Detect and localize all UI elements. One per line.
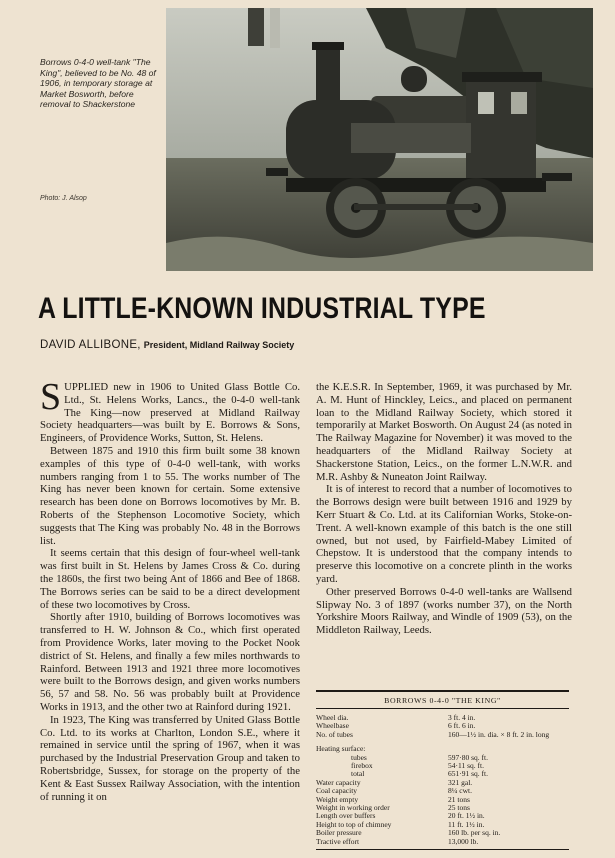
photo-credit: Photo: J. Alsop bbox=[40, 195, 87, 202]
row-value: 160 lb. per sq. in. bbox=[448, 828, 501, 838]
row-value: 25 tons bbox=[448, 803, 470, 813]
table-row bbox=[316, 838, 569, 846]
row-value bbox=[508, 754, 569, 762]
author-role: President, Midland Railway Society bbox=[143, 340, 295, 350]
row-value: 13,000 lb. bbox=[448, 836, 479, 846]
row-label: Wheel dia. bbox=[316, 713, 349, 722]
specification-table bbox=[316, 690, 569, 850]
table-title: BORROWS 0-4-0 "THE KING" bbox=[384, 696, 501, 705]
table-title-rule bbox=[316, 708, 569, 709]
article-column-2 bbox=[316, 381, 572, 637]
locomotive-photo-image bbox=[166, 8, 593, 271]
row-label: Water capacity bbox=[316, 777, 361, 787]
paragraph: Between 1875 and 1910 this firm built some 38 known examples of this type of 0-4-0 well-tank, with works numbers ranging from 1 to 55. The works number of The King has never been known for certain. Some extensive research has been done on Borrows locomotives by Mr. B. Roberts of the Stephenson Locomotive Society, which suggests that The King was probably No. 48 in the Borrows list. bbox=[40, 444, 300, 547]
table-rows bbox=[316, 714, 569, 846]
row-value: 3 ft. 4 in. bbox=[448, 713, 476, 722]
row-subvalue: 597·80 sq. ft. bbox=[448, 752, 488, 762]
row-label: Tractive effort bbox=[316, 836, 360, 846]
drop-cap: S bbox=[40, 376, 62, 418]
row-value: 21 tons bbox=[448, 794, 470, 804]
row-value: 8¼ cwt. bbox=[448, 786, 472, 796]
row-value: 160—1½ in. dia. × 8 ft. 2 in. long bbox=[448, 729, 550, 739]
byline bbox=[40, 339, 294, 351]
paragraph: Shortly after 1910, building of Borrows locomotives was transferred to H. W. Johnson & Co., which first operated from Providence Works, later moving to the Pocket Nook district of St. Helens, and finally a few miles northwards to Rainford. Between 1913 and 1921 three more locomotives were built to the Borrows design, and given works numbers 56, 57 and 58. No. 56 was probably built at Providence Works in 1913, and the other two at Rainford during 1921. bbox=[40, 611, 300, 713]
table-row bbox=[316, 731, 569, 739]
row-value: 321 gal. bbox=[448, 777, 473, 787]
paragraph: the K.E.S.R. In September, 1969, it was purchased by Mr. A. M. Hunt of Hinckley, Leics., and placed on permanent loan to the Midland Railway Society, which stored it temporarily at Market Bosworth. On August 24 (as noted in The Railway Magazine for November) it was moved to the headquarters of the Midland Railway Society at Shackerstone Station, Leics., on the former L.N.W.R. and M.R. Ashby & Nuneaton Joint Railway. bbox=[316, 381, 572, 483]
row-value bbox=[508, 762, 569, 770]
row-label: total bbox=[351, 769, 365, 779]
row-value: 651·91 sq. ft. bbox=[448, 769, 488, 779]
article-column-1 bbox=[40, 376, 300, 803]
paragraph: It seems certain that this design of four-wheel well-tank was first built in St. Helens by James Cross & Co. during the 1860s, the first two being Ant of 1866 and Bee of 1868. The Borrows series can be said to be a direct development of these two locomotives by Cross. bbox=[40, 547, 300, 611]
row-label: tubes bbox=[351, 752, 367, 762]
author-name: DAVID ALLIBONE, bbox=[40, 339, 141, 351]
row-label: Height to top of chimney bbox=[316, 819, 392, 829]
row-subvalue: 54·11 sq. ft. bbox=[448, 761, 484, 771]
row-value: 11 ft. 1½ in. bbox=[448, 819, 485, 829]
photo-caption: Borrows 0-4-0 well-tank "The King", believed to be No. 48 of 1906, in temporary storage at Market Bosworth, before removal to Shackerstone bbox=[40, 57, 156, 109]
row-label: No. of tubes bbox=[316, 729, 353, 739]
paragraph: It is of interest to record that a number of locomotives to the Borrows design were built between 1916 and 1929 by Kerr Stuart & Co. Ltd. at its Californian Works, Stoke-on-Trent. A well-known example of this batch is the one still owned, but not used, by Fairfield-Mabey Limited of Chepstow. It is understood that the company intends to preserve this locomotive on a concrete plinth in the works yard. bbox=[316, 483, 572, 585]
row-value: 20 ft. 1½ in. bbox=[448, 811, 485, 821]
table-bottom-rule bbox=[316, 849, 569, 850]
row-label: Wheelbase bbox=[316, 721, 349, 731]
locomotive-photo bbox=[166, 8, 593, 271]
row-label: Weight empty bbox=[316, 794, 359, 804]
row-value: 6 ft. 6 in. bbox=[448, 721, 476, 731]
row-label: Coal capacity bbox=[316, 786, 358, 796]
paragraph-text: UPPLIED new in 1906 to United Glass Bottle Co. Ltd., St. Helens Works, Lancs., the 0-4-0 well-tank The King—now preserved at Midland Railway Society headquarters—was built by E. Borrows & Sons, Engineers, of Providence Works, Sutton, St. Helens. bbox=[40, 381, 300, 445]
row-label: Weight in working order bbox=[316, 803, 390, 813]
paragraph bbox=[40, 376, 300, 445]
row-label: Boiler pressure bbox=[316, 828, 362, 838]
row-label: firebox bbox=[351, 761, 373, 771]
paragraph: In 1923, The King was transferred by United Glass Bottle Co. Ltd. to its works at Charlton, London S.E., where it remained in service until the spring of 1967, when it was purchased by the Industrial Preservation Group and taken to Robertsbridge, Sussex, for storage on the property of the Kent & East Sussex Railway Association, with the intention of running it on bbox=[40, 713, 300, 803]
row-label: Length over buffers bbox=[316, 811, 376, 821]
row-label: Heating surface: bbox=[316, 744, 366, 754]
paragraph: Other preserved Borrows 0-4-0 well-tanks are Wallsend Slipway No. 3 of 1897 (works number 37), on the North Yorkshire Moors Railway, and Windle of 1909 (53), on the Middleton Railway, Leeds. bbox=[316, 585, 572, 637]
article-headline: A LITTLE-KNOWN INDUSTRIAL TYPE bbox=[38, 292, 486, 325]
table-row bbox=[316, 714, 569, 722]
